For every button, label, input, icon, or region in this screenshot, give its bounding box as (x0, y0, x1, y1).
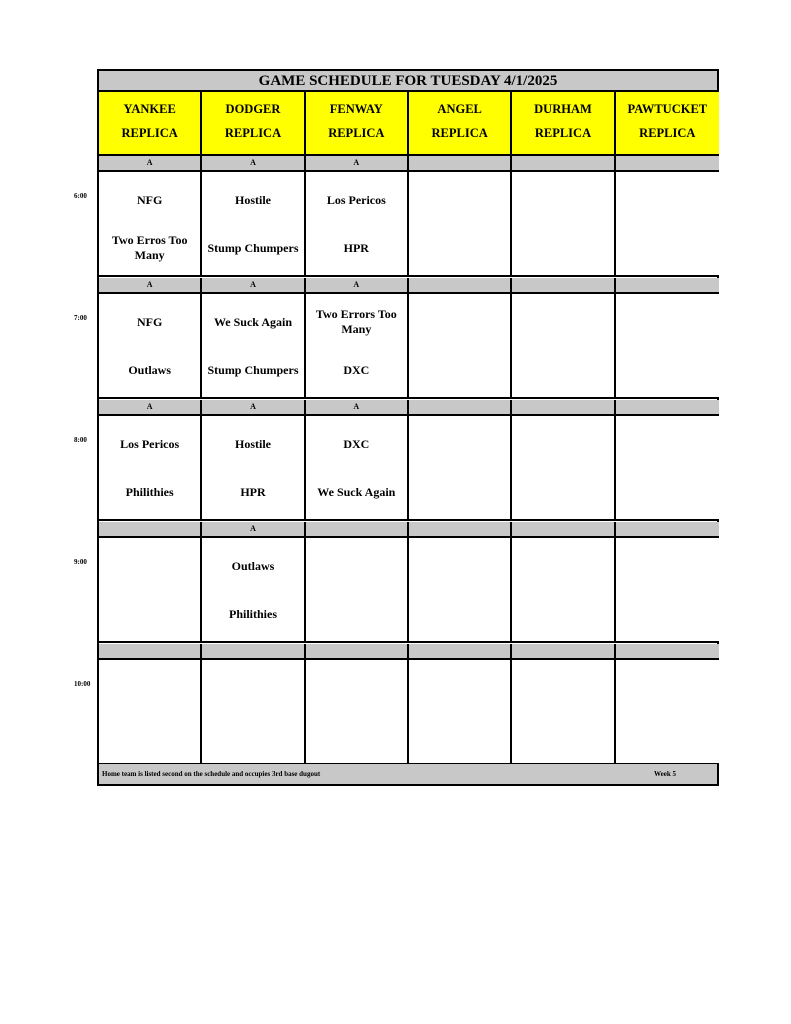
game-cell (99, 294, 202, 399)
game-cell (512, 538, 615, 643)
game-cell (512, 172, 615, 277)
game-cell (409, 660, 512, 765)
field-header-fenway (306, 92, 409, 156)
home-team (306, 593, 407, 635)
home-team (512, 715, 613, 757)
away-team: DXC (343, 436, 370, 451)
game-cell (512, 294, 615, 399)
field-header-durham (512, 92, 615, 156)
slot-band (306, 522, 409, 538)
game-cell (306, 538, 409, 643)
away-team (512, 668, 613, 708)
field-name: YANKEE (123, 102, 176, 116)
game-cell (616, 538, 719, 643)
slot-band: A (202, 278, 305, 294)
away-team (409, 302, 510, 342)
home-team (202, 715, 303, 757)
game-cell (202, 660, 305, 765)
home-team: Philithies (125, 484, 174, 499)
home-team (409, 471, 510, 513)
slot-band: A (202, 522, 305, 538)
game-cell (202, 538, 305, 643)
away-team: Two Errors Too Many (315, 307, 397, 336)
field-name: DURHAM (534, 102, 592, 116)
away-team: Hostile (234, 192, 271, 207)
game-cell (202, 294, 305, 399)
slot-band (99, 522, 202, 538)
slot-band: A (306, 156, 409, 172)
away-team (512, 302, 613, 342)
slot-band (409, 156, 512, 172)
game-cell (306, 660, 409, 765)
slot-band: A (99, 156, 202, 172)
home-team: Stump Chumpers (207, 362, 299, 377)
game-cell (99, 416, 202, 521)
away-team (616, 546, 719, 586)
time-label: 7:00 (74, 314, 87, 322)
game-cell (512, 660, 615, 765)
home-team (409, 349, 510, 391)
home-team (616, 349, 719, 391)
slot-band: A (306, 278, 409, 294)
slot-band: A (202, 156, 305, 172)
home-team (99, 593, 200, 635)
schedule-title: GAME SCHEDULE FOR TUESDAY 4/1/2025 (99, 71, 717, 92)
home-team: Philithies (228, 606, 277, 621)
field-name: DODGER (225, 102, 281, 116)
field-subtitle: REPLICA (328, 126, 385, 140)
time-label: 9:00 (74, 558, 87, 566)
slot-band (409, 644, 512, 660)
home-team: HPR (343, 240, 369, 255)
away-team: Los Pericos (326, 192, 386, 207)
slot-band: A (99, 278, 202, 294)
away-team (409, 424, 510, 464)
away-team (306, 546, 407, 586)
away-team (616, 424, 719, 464)
away-team (616, 180, 719, 220)
game-cell (202, 416, 305, 521)
slot-band (512, 400, 615, 416)
game-cell (306, 294, 409, 399)
home-team (616, 227, 719, 269)
home-team (409, 227, 510, 269)
game-cell (616, 416, 719, 521)
game-cell (512, 416, 615, 521)
game-cell (306, 416, 409, 521)
field-name: FENWAY (329, 102, 383, 116)
field-header-yankee (99, 92, 202, 156)
slot-band (409, 400, 512, 416)
away-team (616, 668, 719, 708)
away-team: Hostile (234, 436, 271, 451)
game-cell (202, 172, 305, 277)
field-subtitle: REPLICA (431, 126, 488, 140)
away-team (306, 668, 407, 708)
home-team (99, 715, 200, 757)
away-team: Outlaws (231, 558, 275, 573)
home-team: Stump Chumpers (207, 240, 299, 255)
footer-note: Home team is listed second on the schedule and occupies 3rd base dugout (102, 770, 321, 778)
away-team (512, 546, 613, 586)
away-team (409, 546, 510, 586)
away-team (202, 668, 303, 708)
slot-band (512, 278, 615, 294)
footer-bar (99, 764, 717, 784)
field-subtitle: REPLICA (534, 126, 592, 140)
slot-band: A (202, 400, 305, 416)
home-team: DXC (343, 362, 370, 377)
home-team: Outlaws (128, 362, 171, 377)
away-team (512, 424, 613, 464)
week-label: Week 5 (654, 770, 676, 778)
home-team (409, 593, 510, 635)
game-cell (616, 660, 719, 765)
away-team (616, 302, 719, 342)
home-team (616, 593, 719, 635)
field-subtitle: REPLICA (224, 126, 282, 140)
home-team (512, 471, 613, 513)
home-team: We Suck Again (317, 484, 396, 499)
home-team (616, 471, 719, 513)
slot-band (616, 644, 719, 660)
home-team (512, 227, 613, 269)
game-cell (409, 416, 512, 521)
slot-band: A (306, 400, 409, 416)
home-team (409, 715, 510, 757)
field-header-pawtucket (616, 92, 719, 156)
away-team (512, 180, 613, 220)
slot-band (99, 644, 202, 660)
away-team (409, 180, 510, 220)
away-team (409, 668, 510, 708)
game-cell (99, 538, 202, 643)
home-team: HPR (240, 484, 266, 499)
slot-band (512, 644, 615, 660)
slot-band (616, 522, 719, 538)
away-team: NFG (136, 314, 163, 329)
field-header-angel (409, 92, 512, 156)
away-team: NFG (136, 192, 163, 207)
away-team (99, 668, 200, 708)
home-team (306, 715, 407, 757)
time-label: 10:00 (74, 680, 91, 688)
field-subtitle: REPLICA (121, 126, 178, 140)
field-subtitle: REPLICA (639, 126, 696, 140)
game-cell (306, 172, 409, 277)
away-team: We Suck Again (213, 314, 292, 329)
home-team: Two Erros Too Many (111, 233, 188, 262)
slot-band (512, 522, 615, 538)
field-name: PAWTUCKET (627, 102, 708, 116)
game-cell (409, 294, 512, 399)
slot-band (409, 278, 512, 294)
slot-band (512, 156, 615, 172)
home-team (512, 349, 613, 391)
field-header-dodger (202, 92, 305, 156)
slot-band (409, 522, 512, 538)
slot-band (616, 400, 719, 416)
slot-band (616, 278, 719, 294)
away-team: Los Pericos (120, 436, 180, 451)
home-team (616, 715, 719, 757)
time-label: 6:00 (74, 192, 87, 200)
away-team (99, 546, 200, 586)
slot-band: A (99, 400, 202, 416)
game-cell (99, 660, 202, 765)
game-cell (99, 172, 202, 277)
game-cell (409, 538, 512, 643)
slot-band (616, 156, 719, 172)
field-name: ANGEL (437, 102, 482, 116)
game-cell (409, 172, 512, 277)
slot-band (202, 644, 305, 660)
schedule-sheet (97, 69, 719, 786)
time-label: 8:00 (74, 436, 87, 444)
slot-band (306, 644, 409, 660)
game-cell (616, 172, 719, 277)
home-team (512, 593, 613, 635)
game-cell (616, 294, 719, 399)
